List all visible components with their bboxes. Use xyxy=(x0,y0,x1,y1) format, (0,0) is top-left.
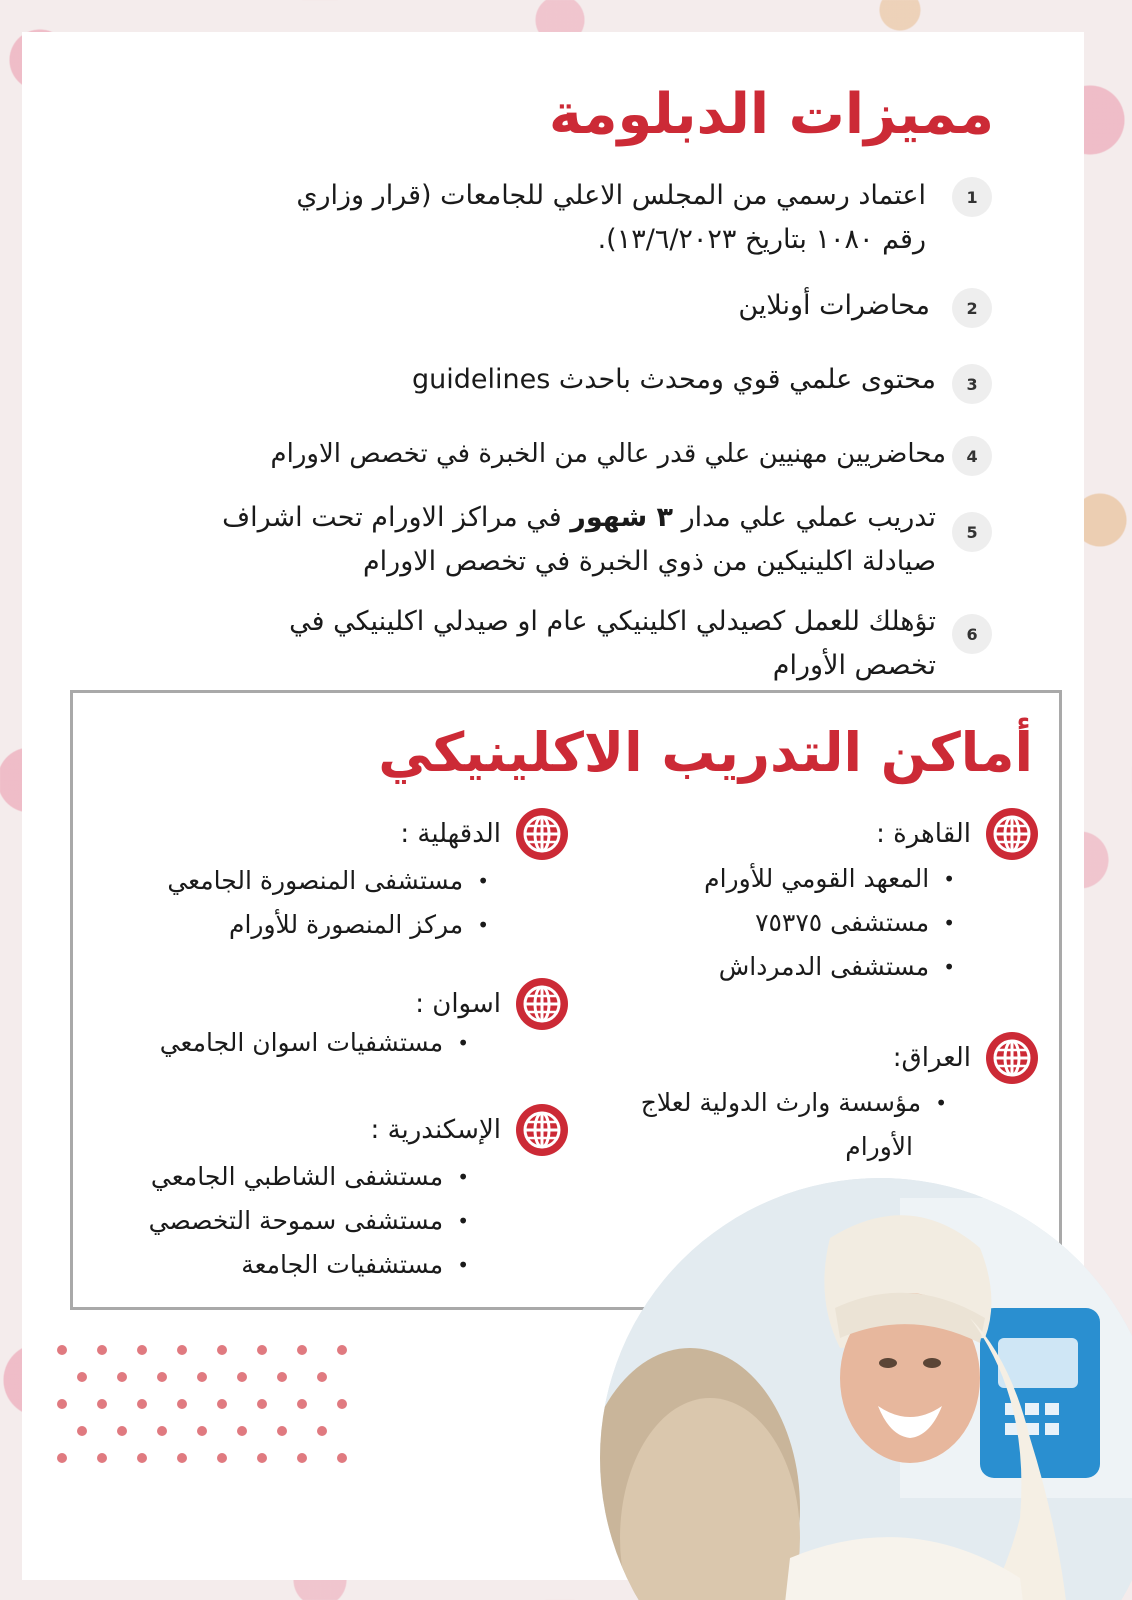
list-item: • مستشفى المنصورة الجامعي xyxy=(167,866,489,895)
globe-icon xyxy=(515,977,569,1031)
list-item: • مركز المنصورة للأورام xyxy=(228,910,489,939)
feature-item xyxy=(222,496,936,584)
list-item: • مستشفى الدمرداش xyxy=(718,952,955,981)
globe-icon xyxy=(515,1103,569,1157)
dakahlia-list xyxy=(167,859,489,947)
region-dakahlia xyxy=(400,807,569,861)
globe-icon xyxy=(515,807,569,861)
list-item: • مستشفى الشاطبي الجامعي xyxy=(150,1162,469,1191)
feature-text: اعتماد رسمي من المجلس الاعلي للجامعات (قرار وزاري xyxy=(296,180,926,211)
feature-text: محتوى علمي قوي ومحدث باحدث guidelines xyxy=(411,364,936,395)
feature-number: 3 xyxy=(952,364,992,404)
feature-item xyxy=(412,358,936,402)
globe-icon xyxy=(985,807,1039,861)
feature-text: محاضريين مهنيين علي قدر عالي من الخبرة في تخصص الاورام xyxy=(270,439,946,469)
feature-number: 4 xyxy=(952,436,992,476)
page-title: مميزات الدبلومة xyxy=(548,82,994,147)
list-item: • مستشفيات اسوان الجامعي xyxy=(159,1028,469,1057)
feature-text: تخصص الأورام xyxy=(772,650,936,681)
feature-item xyxy=(296,174,926,262)
globe-icon xyxy=(985,1031,1039,1085)
dot-pattern xyxy=(54,1342,354,1472)
feature-highlight: ٣ شهور xyxy=(570,502,674,533)
alexandria-list xyxy=(149,1155,469,1287)
list-item: • مستشفيات الجامعة xyxy=(241,1250,469,1279)
feature-number: 2 xyxy=(952,288,992,328)
feature-item xyxy=(738,284,930,328)
feature-text: صيادلة اكلينيكين من ذوي الخبرة في تخصص الاورام xyxy=(362,546,936,577)
list-item: • المعهد القومي للأورام xyxy=(704,864,955,893)
list-item: الأورام xyxy=(845,1132,913,1161)
feature-item xyxy=(289,600,936,688)
region-label: اسوان : xyxy=(415,989,501,1019)
aswan-list xyxy=(160,1021,469,1065)
list-item: • مستشفى سموحة التخصصي xyxy=(148,1206,469,1235)
region-cairo xyxy=(876,807,1039,861)
section-title: أماكن التدريب الاكلينيكي xyxy=(378,721,1033,784)
feature-text: تؤهلك للعمل كصيدلي اكلينيكي عام او صيدلي اكلينيكي في xyxy=(289,606,936,637)
region-alexandria xyxy=(371,1103,569,1157)
region-label: القاهرة : xyxy=(876,819,971,849)
region-label: الإسكندرية : xyxy=(370,1115,501,1145)
iraq-list xyxy=(641,1081,947,1169)
feature-number: 5 xyxy=(952,512,992,552)
list-item: • مستشفى ٧٥٣٧٥ xyxy=(755,908,955,937)
list-item: • مؤسسة وارث الدولية لعلاج xyxy=(640,1088,947,1117)
feature-text: تدريب عملي علي مدار ٣ شهور في مراكز الاورام تحت اشراف xyxy=(222,502,936,533)
feature-text: رقم ١٠٨٠ بتاريخ ١٣/٦/٢٠٢٣). xyxy=(597,224,926,255)
cairo-list xyxy=(704,857,955,989)
feature-item xyxy=(271,432,946,476)
feature-text: محاضرات أونلاين xyxy=(738,290,930,321)
region-label: الدقهلية : xyxy=(400,819,501,849)
region-label: العراق: xyxy=(892,1043,971,1073)
feature-number: 1 xyxy=(952,177,992,217)
region-iraq xyxy=(893,1031,1039,1085)
feature-number: 6 xyxy=(952,614,992,654)
